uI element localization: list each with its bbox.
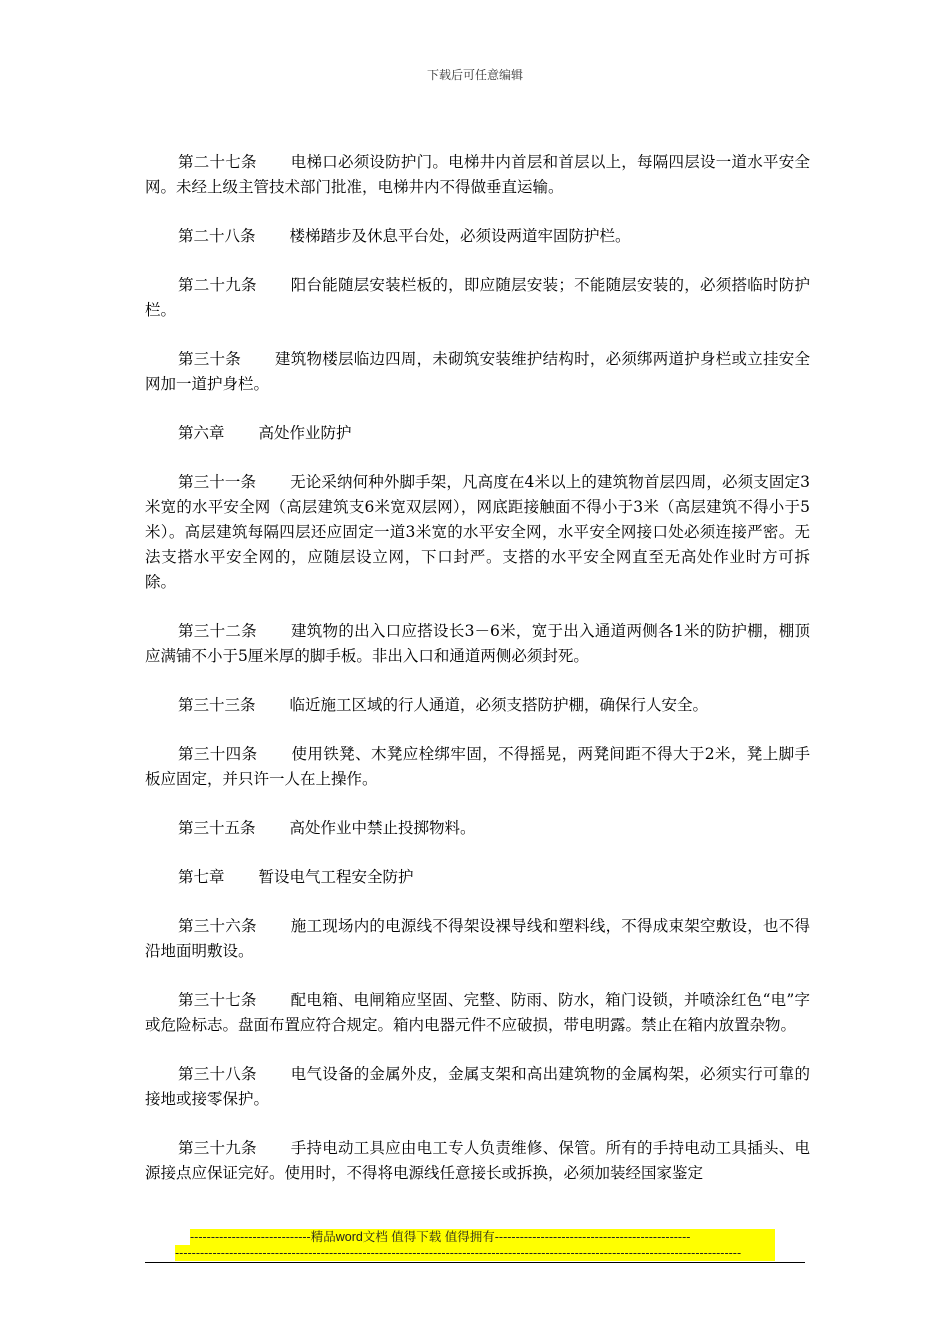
article-text: 使用铁凳、木凳应栓绑牢固，不得摇晃，两凳间距不得大于2米，凳上脚手板应固定，并只许一人在上操作。 — [145, 745, 810, 788]
article-number: 第二十八条 — [178, 227, 256, 245]
article-number: 第三十二条 — [178, 622, 257, 640]
chapter-number: 第七章 — [178, 868, 225, 886]
chapter-title: 暂设电气工程安全防护 — [258, 868, 414, 886]
article-text: 楼梯踏步及休息平台处，必须设两道牢固防护栏。 — [289, 227, 631, 245]
article-number: 第二十九条 — [178, 276, 257, 294]
article-number: 第三十一条 — [178, 473, 257, 491]
article-text: 配电箱、电闸箱应坚固、完整、防雨、防水，箱门设锁，并喷涂红色“电”字或危险标志。盘面布置应符合规定。箱内电器元件不应破损，带电明露。禁止在箱内放置杂物。 — [145, 991, 810, 1034]
article-text: 建筑物楼层临边四周，未砌筑安装维护结构时，必须绑两道护身栏或立挂安全网加一道护身栏。 — [145, 350, 810, 393]
article-29 — [145, 273, 810, 323]
article-27 — [145, 150, 810, 200]
article-number: 第三十八条 — [178, 1065, 257, 1083]
article-number: 第三十七条 — [178, 991, 257, 1009]
article-text: 建筑物的出入口应搭设长3－6米，宽于出入通道两侧各1米的防护棚，棚顶应满铺不小于5厘米厚的脚手板。非出入口和通道两侧必须封死。 — [145, 622, 810, 665]
article-30 — [145, 347, 810, 397]
article-number: 第三十六条 — [178, 917, 257, 935]
footer-dash-line: ---------------------------------------------------------------------------------------------------------------------------------------- — [175, 1245, 775, 1261]
document-body — [145, 150, 810, 1210]
article-number: 第三十三条 — [178, 696, 256, 714]
footer-divider — [145, 1262, 805, 1263]
footer-banner — [175, 1229, 775, 1261]
page-header: 下载后可任意编辑 — [426, 68, 523, 82]
article-number: 第三十条 — [178, 350, 241, 368]
article-text: 施工现场内的电源线不得架设裸导线和塑料线，不得成束架空敷设，也不得沿地面明敷设。 — [145, 917, 810, 960]
article-text: 无论采纳何种外脚手架，凡高度在4米以上的建筑物首层四周，必须支固定3米宽的水平安全网（高层建筑支6米宽双层网），网底距接触面不得小于3米（高层建筑不得小于5米）。高层建筑每隔四层还应固定一道3米宽的水平安全网，水平安全网接口处必须连接严密。无法支搭水平安全网的，应随层设立网，下口封严。支搭的水平安全网直至无高处作业时方可拆除。 — [145, 473, 810, 591]
chapter-6-heading — [145, 421, 810, 446]
article-text: 临近施工区域的行人通道，必须支搭防护棚，确保行人安全。 — [289, 696, 709, 714]
article-31 — [145, 470, 810, 595]
article-text: 电气设备的金属外皮，金属支架和高出建筑物的金属构架，必须实行可靠的接地或接零保护。 — [145, 1065, 810, 1108]
article-32 — [145, 619, 810, 669]
chapter-7-heading — [145, 865, 810, 890]
article-33 — [145, 693, 810, 718]
article-number: 第三十九条 — [178, 1139, 257, 1157]
article-36 — [145, 914, 810, 964]
article-text: 电梯口必须设防护门。电梯井内首层和首层以上，每隔四层设一道水平安全网。未经上级主管技术部门批准，电梯井内不得做垂直运输。 — [145, 153, 810, 196]
article-37 — [145, 988, 810, 1038]
chapter-title: 高处作业防护 — [258, 424, 352, 442]
article-39 — [145, 1136, 810, 1186]
article-35 — [145, 816, 810, 841]
chapter-number: 第六章 — [178, 424, 225, 442]
article-34 — [145, 742, 810, 792]
article-38 — [145, 1062, 810, 1112]
article-text: 手持电动工具应由电工专人负责维修、保管。所有的手持电动工具插头、电源接点应保证完好。使用时，不得将电源线任意接长或拆换，必须加装经国家鉴定 — [145, 1139, 810, 1182]
footer-promo-line: -----------------------------精品word文档 值得下载 值得拥有----------------------------------------------- — [190, 1229, 775, 1245]
article-number: 第三十五条 — [178, 819, 256, 837]
article-text: 高处作业中禁止投掷物料。 — [289, 819, 476, 837]
article-number: 第三十四条 — [178, 745, 258, 763]
article-number: 第二十七条 — [178, 153, 257, 171]
article-28 — [145, 224, 810, 249]
article-text: 阳台能随层安装栏板的，即应随层安装；不能随层安装的，必须搭临时防护栏。 — [145, 276, 810, 319]
